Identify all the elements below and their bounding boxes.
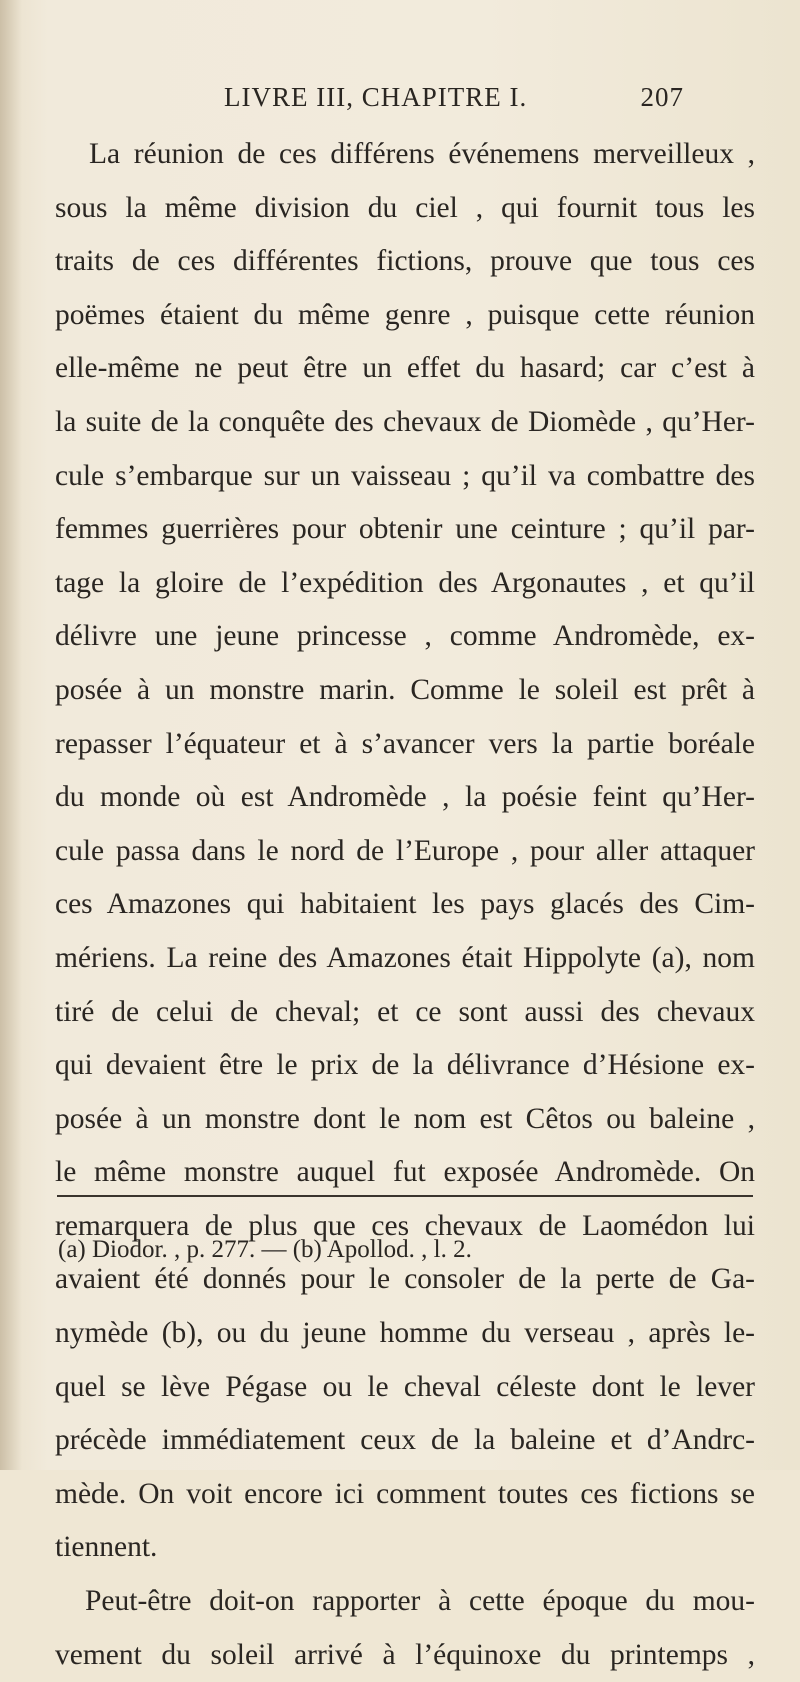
page-number: 207 [640,82,684,112]
text-line: tage la gloire de l’expédition des Argonautes , et qu’il [55,566,755,599]
text-line: quel se lève Pégase ou le cheval céleste dont le lever [55,1370,755,1403]
text-line: avaient été donnés pour le consoler de la perte de Ga- [55,1263,755,1296]
text-line: sous la même division du ciel , qui fournit tous les [55,191,755,224]
text-line: Peut-être doit-on rapporter à cette époque du mou- [85,1585,755,1618]
text-line: cule s’embarque sur un vaisseau ; qu’il va combattre des [55,459,755,492]
text-line: nymède (b), ou du jeune homme du verseau , après le- [55,1317,755,1350]
body-text [55,128,755,1682]
text-line: du monde où est Andromède , la poésie feint qu’Her- [55,781,755,814]
running-title: LIVRE III, CHAPITRE I. [224,82,528,112]
page-header [224,82,684,122]
text-line: la suite de la conquête des chevaux de Diomède , qu’Her- [55,405,755,438]
footnote-separator [57,1195,753,1197]
text-line: cule passa dans le nord de l’Europe , pour aller attaquer [55,834,755,867]
text-line: repasser l’équateur et à s’avancer vers la partie boréale [55,727,755,760]
text-line: délivre une jeune princesse , comme Andromède, ex- [55,620,755,653]
text-line: La réunion de ces différens événemens merveilleux , [89,138,755,170]
text-line: tiennent. [55,1531,158,1564]
text-line: précède immédiatement ceux de la baleine et d’Andrc- [55,1424,755,1457]
text-line: vement du soleil arrivé à l’équinoxe du printemps , [55,1638,755,1671]
text-line: mède. On voit encore ici comment toutes ces fictions se [55,1477,755,1510]
page-gutter-shadow [0,0,22,1470]
text-line: le même monstre auquel fut exposée Andromède. On [55,1156,755,1189]
text-line: posée à un monstre dont le nom est Cêtos ou baleine , [55,1102,755,1135]
text-line: elle-même ne peut être un effet du hasard; car c’est à [55,352,755,385]
text-line: traits de ces différentes fictions, prouve que tous ces [55,245,755,278]
text-line: mériens. La reine des Amazones était Hippolyte (a), nom [55,941,755,974]
text-line: posée à un monstre marin. Comme le soleil est prêt à [55,673,755,706]
text-line: qui devaient être le prix de la délivrance d’Hésione ex- [55,1049,755,1082]
footnote: (a) Diodor. , p. 277. — (b) Apollod. , l. 2. [58,1236,472,1263]
text-line: femmes guerrières pour obtenir une ceinture ; qu’il par- [55,513,755,546]
text-line: poëmes étaient du même genre , puisque cette réunion [55,298,755,331]
text-line: ces Amazones qui habitaient les pays glacés des Cim- [55,888,755,921]
text-line: remarquera de plus que ces chevaux de Laomédon lui [55,1209,755,1242]
text-line: tiré de celui de cheval; et ce sont aussi des chevaux [55,995,755,1028]
